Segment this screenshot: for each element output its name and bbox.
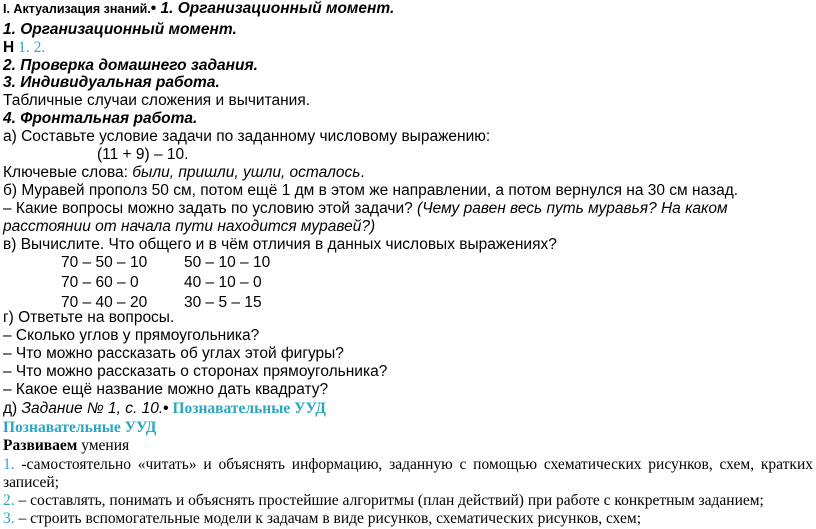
develop-rest: умения [77,437,130,454]
heading-title: 1. Организационный момент. [156,0,395,17]
skill-1-text: -самостоятельно «читать» и объяснять информацию, заданную с помощью схематических рисунков, схем, кратких [14,456,813,473]
task-d-ref: Задание № 1, с. 10. [21,400,164,417]
line-heading [3,0,394,19]
keywords-list: были, пришли, ушли, осталось [132,164,361,181]
line-questions-cont: расстоянии от начала пути находится муравей?) [3,218,376,235]
line-q2: – Что можно рассказать об углах этой фигуры? [3,345,344,362]
line-expression: (11 + 9) – 10. [97,146,189,163]
skill-1-num: 1. [3,456,15,473]
line-task-a: а) Составьте условие задачи по заданному числовому выражению: [3,128,491,145]
line-org-moment: 1. Организационный момент. [3,21,237,38]
line-q3: – Что можно рассказать о сторонах прямоугольника? [3,363,388,380]
line-task-g: г) Ответьте на вопросы. [3,309,175,326]
line-skill-2 [3,491,764,511]
keywords-end: . [360,164,365,181]
line-task-v: в) Вычислите. Что общего и в чём отличия в данных числовых выражениях? [3,236,557,253]
line-uud-heading: Познавательные УУД [3,419,157,436]
line-frontal: 4. Фронтальная работа. [3,110,198,127]
bullet-icon: • [150,0,157,17]
questions-text: – Какие вопросы можно задать по условию этой задачи? [3,200,418,217]
line-skill-1-cont: записей; [3,474,59,491]
line-skill-3 [3,509,641,529]
line-table-cases: Табличные случаи сложения и вычитания. [3,92,311,109]
expression-item: 70 – 40 – 20 [61,294,148,311]
line-h [3,38,45,58]
expression-item: 50 – 10 – 10 [184,254,271,271]
h-letter: Н [3,39,15,56]
line-skill-1 [3,455,813,475]
questions-answer: (Чему равен весь путь муравья? На каком [417,200,728,217]
line-questions [3,199,728,219]
line-q4: – Какое ещё название можно дать квадрату? [3,381,329,398]
line-individual: 3. Индивидуальная работа. [3,74,220,91]
line-keywords [3,163,365,183]
line-develop [3,436,129,456]
expression-item: 40 – 10 – 0 [184,274,262,291]
uud-inline: Познавательные УУД [168,400,326,417]
line-task-b: б) Муравей прополз 50 см, потом ещё 1 дм в этом же направлении, а потом вернулся на 30 см назад. [3,182,739,199]
line-q1: – Сколько углов у прямоугольника? [3,327,260,344]
line-task-d [3,399,326,419]
expressions-right [184,253,270,313]
skill-2-text: – составлять, понимать и объяснять простейшие алгоритмы (план действий) при работе с конкретным заданием; [14,492,764,509]
section-label: I. Актуализация знаний. [3,2,151,16]
expression-item: 70 – 50 – 10 [61,254,148,271]
expression-item: 70 – 60 – 0 [61,274,139,291]
skill-2-num: 2. [3,492,15,509]
skill-3-text: – строить вспомогательные модели к задачам в виде рисунков, схематических рисунков, схем; [14,510,642,527]
task-d-prefix: д) [3,400,22,417]
expressions-left [61,253,147,313]
line-homework: 2. Проверка домашнего задания. [3,57,258,74]
expression-item: 30 – 5 – 15 [184,294,262,311]
develop-word: Развиваем [3,437,78,454]
bullet-icon: • [163,400,169,417]
h-numbers: 1. 2. [14,39,46,56]
keywords-label: Ключевые слова: [3,164,133,181]
skill-3-num: 3. [3,510,15,527]
